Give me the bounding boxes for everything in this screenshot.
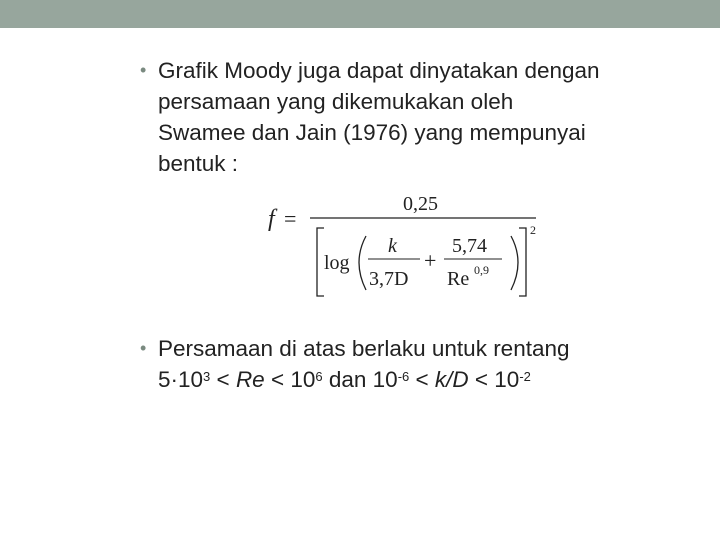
bullet-dot: • [140, 60, 147, 80]
swamee-jain-formula [262, 186, 552, 306]
formula-svg [262, 186, 552, 301]
range-lt-ten: < 10 [264, 367, 316, 392]
range-exp-neg6: -6 [397, 369, 410, 384]
bullet-1-line-1: Grafik Moody juga dapat dinyatakan dengan [158, 58, 600, 83]
range-exp-3: 3 [203, 369, 211, 384]
range-exp-neg2: -2 [519, 369, 531, 384]
bullet-dot: • [140, 338, 147, 358]
term2-numerator: 5,74 [452, 235, 487, 257]
range-lt-ten-2: < 10 [468, 367, 520, 392]
bullet-item-1 [140, 55, 710, 179]
formula-log: log [324, 252, 350, 274]
range-five: 5 [158, 367, 171, 392]
right-bracket [519, 228, 526, 296]
left-bracket [317, 228, 324, 296]
bullet-1-line-2: persamaan yang dikemukakan oleh [158, 89, 514, 114]
range-dot: · [170, 367, 179, 392]
term1-numerator: k [388, 235, 397, 257]
formula-numerator: 0,25 [403, 193, 438, 215]
right-paren [511, 236, 518, 290]
range-exp-6: 6 [315, 369, 323, 384]
bullet-1-line-3: Swamee dan Jain (1976) yang mempunyai [158, 120, 586, 145]
range-re: Re [235, 367, 265, 392]
range-lt-2: < [409, 367, 435, 392]
formula-plus: + [424, 248, 437, 273]
range-ten: 10 [178, 367, 204, 392]
bullet-item-2 [140, 333, 710, 395]
range-kd: k/D [434, 367, 469, 392]
left-paren [359, 236, 366, 290]
bullet-1-line-4: bentuk : [158, 151, 239, 176]
range-dan: dan 10 [322, 367, 398, 392]
bullet-text-1 [158, 55, 710, 179]
formula-lhs: f [268, 206, 275, 232]
term2-denominator-exponent: 0,9 [474, 263, 489, 277]
formula-equals: = [284, 206, 297, 231]
title-bar [0, 0, 720, 28]
term2-denominator-base: Re [447, 268, 470, 290]
bullet-2-line-2 [158, 364, 710, 395]
outer-exponent: 2 [530, 223, 536, 237]
range-lt-1: < [210, 367, 236, 392]
bullet-text-2 [158, 333, 710, 395]
term1-denominator: 3,7D [369, 268, 409, 290]
bullet-2-line-1: Persamaan di atas berlaku untuk rentang [158, 336, 570, 361]
